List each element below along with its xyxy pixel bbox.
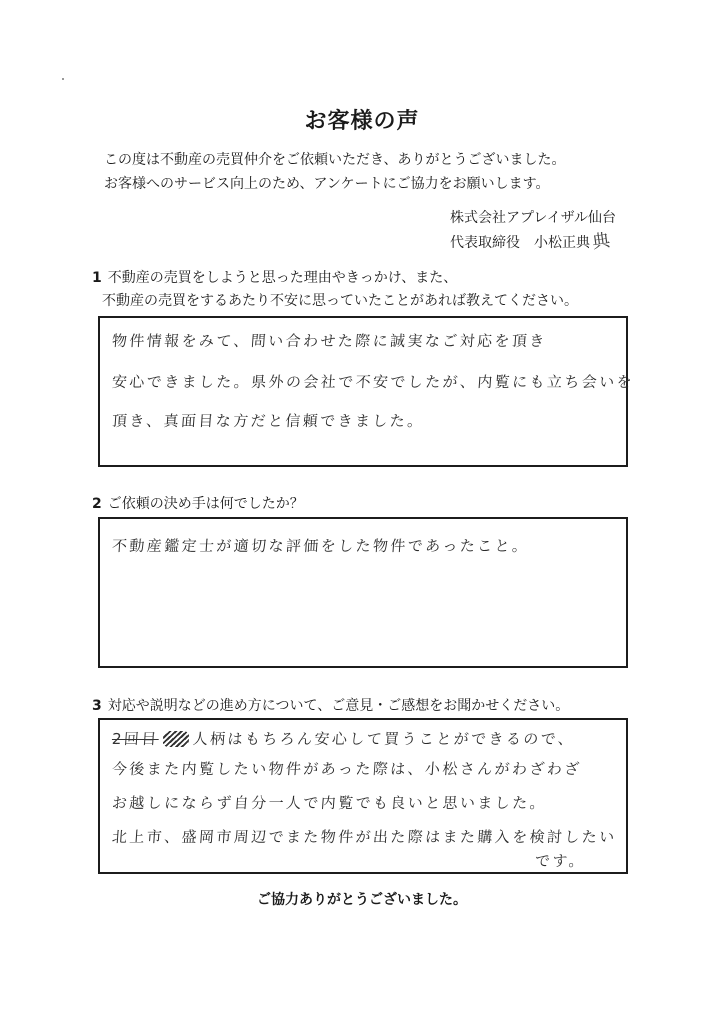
question-1-line-1	[92, 267, 578, 290]
question-2-line-1	[92, 493, 304, 516]
scan-mark	[62, 78, 64, 80]
intro-line-1: この度は不動産の売買仲介をご依頼いただき、ありがとうございました。	[104, 152, 566, 168]
answer-3-line-4: 北上市、盛岡市周辺でまた物件が出た際はまた購入を検討したい	[111, 828, 618, 846]
question-3-text-1: 対応や説明などの進め方について、ご意見・ご感想をお聞かせください。	[107, 698, 570, 714]
signer-name-text: 小松正典	[533, 235, 590, 251]
question-2-number: 2	[92, 496, 102, 512]
question-2-text-1: ご依頼の決め手は何でしたか？	[107, 496, 304, 512]
question-3-line-1	[92, 695, 569, 718]
question-1-line-2: 不動産の売買をするあたり不安に思っていたことがあれば教えてください。	[102, 293, 578, 309]
intro-text	[104, 148, 565, 196]
answer-3-line-5: です。	[534, 852, 587, 870]
seal-stamp: 典	[590, 229, 612, 254]
page-title: お客様の声	[304, 109, 420, 134]
answer-1-line-1: 物件情報をみて、問い合わせた際に誠実なご対応を頂き	[111, 332, 548, 350]
closing-message: ご協力ありがとうございました。	[257, 892, 467, 908]
answer-box-1	[98, 316, 635, 467]
question-3-number: 3	[92, 698, 102, 714]
answer-box-2	[98, 517, 628, 668]
signature-block	[450, 206, 616, 256]
company-name: 株式会社アプレイザル仙台	[449, 210, 616, 226]
answer-1-line-2: 安心できました。県外の会社で不安でしたが、内覧にも立ち会いを	[111, 373, 635, 391]
answer-3-line-1	[111, 728, 618, 749]
signature-row	[450, 231, 616, 256]
answer-3-line-1-text: 人柄はもちろん安心して買うことができるので、	[192, 730, 576, 748]
answer-box-3	[98, 718, 628, 874]
scribble-mark	[162, 731, 189, 747]
answer-3-struck-text: 2回目	[111, 730, 160, 748]
answer-1-line-3: 頂き、真面目な方だと信頼できました。	[111, 412, 426, 430]
answer-3-line-2: 今後また内覧したい物件があった際は、小松さんがわざわざ	[111, 760, 583, 778]
question-1	[92, 267, 578, 313]
question-3	[92, 695, 569, 718]
question-1-number: 1	[92, 270, 102, 286]
question-1-text-1: 不動産の売買をしようと思った理由やきっかけ、また、	[107, 270, 458, 286]
answer-2-line-1: 不動産鑑定士が適切な評価をした物件であったこと。	[111, 537, 531, 555]
intro-line-2: お客様へのサービス向上のため、アンケートにご協力をお願いします。	[104, 176, 550, 192]
question-2	[92, 493, 304, 516]
signer-name	[534, 231, 610, 256]
answer-3-line-3: お越しにならず自分一人で内覧でも良いと思いました。	[111, 794, 548, 812]
signer-role: 代表取締役	[449, 235, 520, 251]
